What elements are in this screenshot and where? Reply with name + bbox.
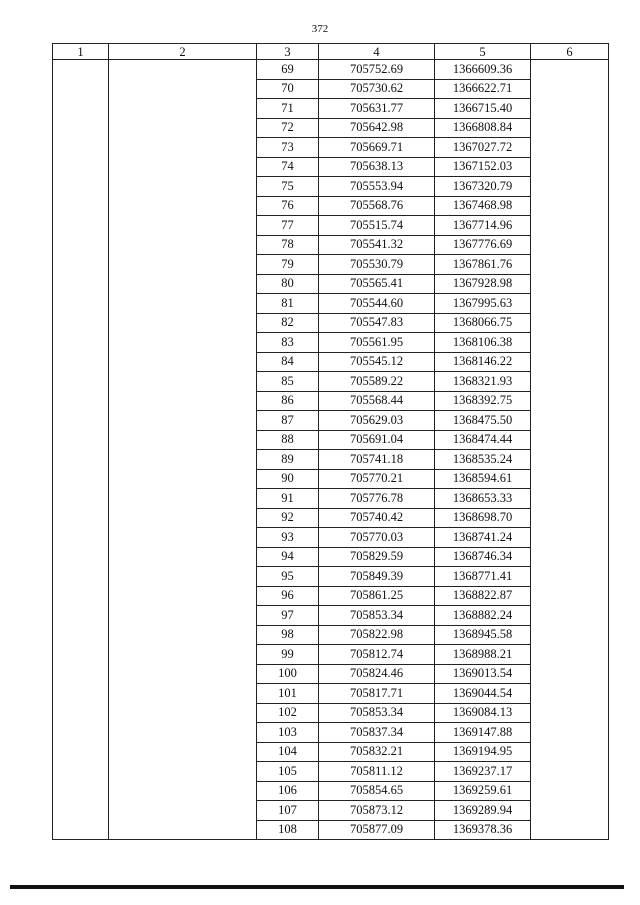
x-coordinate-cell: 705691.04 <box>319 430 435 450</box>
point-number-cell: 99 <box>257 645 319 665</box>
x-coordinate-cell: 705515.74 <box>319 216 435 236</box>
x-coordinate-cell: 705829.59 <box>319 547 435 567</box>
y-coordinate-cell: 1369044.54 <box>435 684 531 704</box>
y-coordinate-cell: 1369289.94 <box>435 801 531 821</box>
point-number-cell: 87 <box>257 411 319 431</box>
point-number-cell: 82 <box>257 313 319 333</box>
x-coordinate-cell: 705561.95 <box>319 333 435 353</box>
y-coordinate-cell: 1369259.61 <box>435 781 531 801</box>
y-coordinate-cell: 1366622.71 <box>435 79 531 99</box>
y-coordinate-cell: 1368945.58 <box>435 625 531 645</box>
point-number-cell: 71 <box>257 99 319 119</box>
point-number-cell: 91 <box>257 489 319 509</box>
x-coordinate-cell: 705568.76 <box>319 196 435 216</box>
point-number-cell: 96 <box>257 586 319 606</box>
y-coordinate-cell: 1369194.95 <box>435 742 531 762</box>
y-coordinate-cell: 1368746.34 <box>435 547 531 567</box>
y-coordinate-cell: 1368822.87 <box>435 586 531 606</box>
point-number-cell: 108 <box>257 820 319 840</box>
point-number-cell: 74 <box>257 157 319 177</box>
y-coordinate-cell: 1368771.41 <box>435 567 531 587</box>
x-coordinate-cell: 705854.65 <box>319 781 435 801</box>
point-number-cell: 81 <box>257 294 319 314</box>
point-number-cell: 88 <box>257 430 319 450</box>
point-number-cell: 78 <box>257 235 319 255</box>
column-6-cell <box>531 60 609 840</box>
column-2-cell <box>109 60 257 840</box>
point-number-cell: 70 <box>257 79 319 99</box>
x-coordinate-cell: 705730.62 <box>319 79 435 99</box>
x-coordinate-cell: 705770.21 <box>319 469 435 489</box>
column-header-1: 1 <box>53 44 109 60</box>
x-coordinate-cell: 705837.34 <box>319 723 435 743</box>
point-number-cell: 97 <box>257 606 319 626</box>
point-number-cell: 98 <box>257 625 319 645</box>
point-number-cell: 103 <box>257 723 319 743</box>
point-number-cell: 90 <box>257 469 319 489</box>
point-number-cell: 100 <box>257 664 319 684</box>
point-number-cell: 105 <box>257 762 319 782</box>
y-coordinate-cell: 1368475.50 <box>435 411 531 431</box>
y-coordinate-cell: 1367468.98 <box>435 196 531 216</box>
point-number-cell: 101 <box>257 684 319 704</box>
x-coordinate-cell: 705740.42 <box>319 508 435 528</box>
y-coordinate-cell: 1368653.33 <box>435 489 531 509</box>
point-number-cell: 92 <box>257 508 319 528</box>
x-coordinate-cell: 705811.12 <box>319 762 435 782</box>
x-coordinate-cell: 705877.09 <box>319 820 435 840</box>
x-coordinate-cell: 705565.41 <box>319 274 435 294</box>
y-coordinate-cell: 1367152.03 <box>435 157 531 177</box>
x-coordinate-cell: 705553.94 <box>319 177 435 197</box>
point-number-cell: 84 <box>257 352 319 372</box>
point-number-cell: 89 <box>257 450 319 470</box>
y-coordinate-cell: 1368146.22 <box>435 352 531 372</box>
point-number-cell: 93 <box>257 528 319 548</box>
y-coordinate-cell: 1369013.54 <box>435 664 531 684</box>
x-coordinate-cell: 705741.18 <box>319 450 435 470</box>
y-coordinate-cell: 1369378.36 <box>435 820 531 840</box>
column-header-4: 4 <box>319 44 435 60</box>
x-coordinate-cell: 705568.44 <box>319 391 435 411</box>
x-coordinate-cell: 705824.46 <box>319 664 435 684</box>
point-number-cell: 106 <box>257 781 319 801</box>
y-coordinate-cell: 1367320.79 <box>435 177 531 197</box>
x-coordinate-cell: 705669.71 <box>319 138 435 158</box>
y-coordinate-cell: 1368106.38 <box>435 333 531 353</box>
x-coordinate-cell: 705547.83 <box>319 313 435 333</box>
x-coordinate-cell: 705631.77 <box>319 99 435 119</box>
y-coordinate-cell: 1368882.24 <box>435 606 531 626</box>
coordinates-table <box>52 43 609 840</box>
x-coordinate-cell: 705589.22 <box>319 372 435 392</box>
point-number-cell: 75 <box>257 177 319 197</box>
point-number-cell: 76 <box>257 196 319 216</box>
y-coordinate-cell: 1367027.72 <box>435 138 531 158</box>
x-coordinate-cell: 705770.03 <box>319 528 435 548</box>
table-body <box>53 60 609 840</box>
point-number-cell: 102 <box>257 703 319 723</box>
y-coordinate-cell: 1368392.75 <box>435 391 531 411</box>
x-coordinate-cell: 705861.25 <box>319 586 435 606</box>
y-coordinate-cell: 1368066.75 <box>435 313 531 333</box>
y-coordinate-cell: 1368474.44 <box>435 430 531 450</box>
bottom-rule <box>10 885 624 889</box>
y-coordinate-cell: 1368594.61 <box>435 469 531 489</box>
y-coordinate-cell: 1369237.17 <box>435 762 531 782</box>
y-coordinate-cell: 1368741.24 <box>435 528 531 548</box>
y-coordinate-cell: 1368988.21 <box>435 645 531 665</box>
point-number-cell: 107 <box>257 801 319 821</box>
x-coordinate-cell: 705629.03 <box>319 411 435 431</box>
x-coordinate-cell: 705752.69 <box>319 60 435 80</box>
y-coordinate-cell: 1369147.88 <box>435 723 531 743</box>
x-coordinate-cell: 705873.12 <box>319 801 435 821</box>
y-coordinate-cell: 1366715.40 <box>435 99 531 119</box>
y-coordinate-cell: 1367995.63 <box>435 294 531 314</box>
y-coordinate-cell: 1367714.96 <box>435 216 531 236</box>
point-number-cell: 80 <box>257 274 319 294</box>
x-coordinate-cell: 705638.13 <box>319 157 435 177</box>
header-row <box>53 44 609 60</box>
point-number-cell: 104 <box>257 742 319 762</box>
point-number-cell: 69 <box>257 60 319 80</box>
x-coordinate-cell: 705776.78 <box>319 489 435 509</box>
column-header-6: 6 <box>531 44 609 60</box>
x-coordinate-cell: 705849.39 <box>319 567 435 587</box>
x-coordinate-cell: 705853.34 <box>319 703 435 723</box>
x-coordinate-cell: 705853.34 <box>319 606 435 626</box>
table-row <box>53 60 609 80</box>
point-number-cell: 85 <box>257 372 319 392</box>
y-coordinate-cell: 1367928.98 <box>435 274 531 294</box>
y-coordinate-cell: 1367861.76 <box>435 255 531 275</box>
column-header-5: 5 <box>435 44 531 60</box>
x-coordinate-cell: 705530.79 <box>319 255 435 275</box>
x-coordinate-cell: 705642.98 <box>319 118 435 138</box>
point-number-cell: 86 <box>257 391 319 411</box>
y-coordinate-cell: 1368535.24 <box>435 450 531 470</box>
y-coordinate-cell: 1367776.69 <box>435 235 531 255</box>
x-coordinate-cell: 705544.60 <box>319 294 435 314</box>
page-number: 372 <box>311 23 329 35</box>
point-number-cell: 94 <box>257 547 319 567</box>
x-coordinate-cell: 705817.71 <box>319 684 435 704</box>
y-coordinate-cell: 1368698.70 <box>435 508 531 528</box>
y-coordinate-cell: 1366808.84 <box>435 118 531 138</box>
x-coordinate-cell: 705832.21 <box>319 742 435 762</box>
point-number-cell: 79 <box>257 255 319 275</box>
x-coordinate-cell: 705545.12 <box>319 352 435 372</box>
x-coordinate-cell: 705822.98 <box>319 625 435 645</box>
column-header-3: 3 <box>257 44 319 60</box>
column-1-cell <box>53 60 109 840</box>
point-number-cell: 83 <box>257 333 319 353</box>
y-coordinate-cell: 1368321.93 <box>435 372 531 392</box>
y-coordinate-cell: 1369084.13 <box>435 703 531 723</box>
point-number-cell: 72 <box>257 118 319 138</box>
point-number-cell: 73 <box>257 138 319 158</box>
x-coordinate-cell: 705812.74 <box>319 645 435 665</box>
point-number-cell: 95 <box>257 567 319 587</box>
point-number-cell: 77 <box>257 216 319 236</box>
column-header-2: 2 <box>109 44 257 60</box>
y-coordinate-cell: 1366609.36 <box>435 60 531 80</box>
x-coordinate-cell: 705541.32 <box>319 235 435 255</box>
